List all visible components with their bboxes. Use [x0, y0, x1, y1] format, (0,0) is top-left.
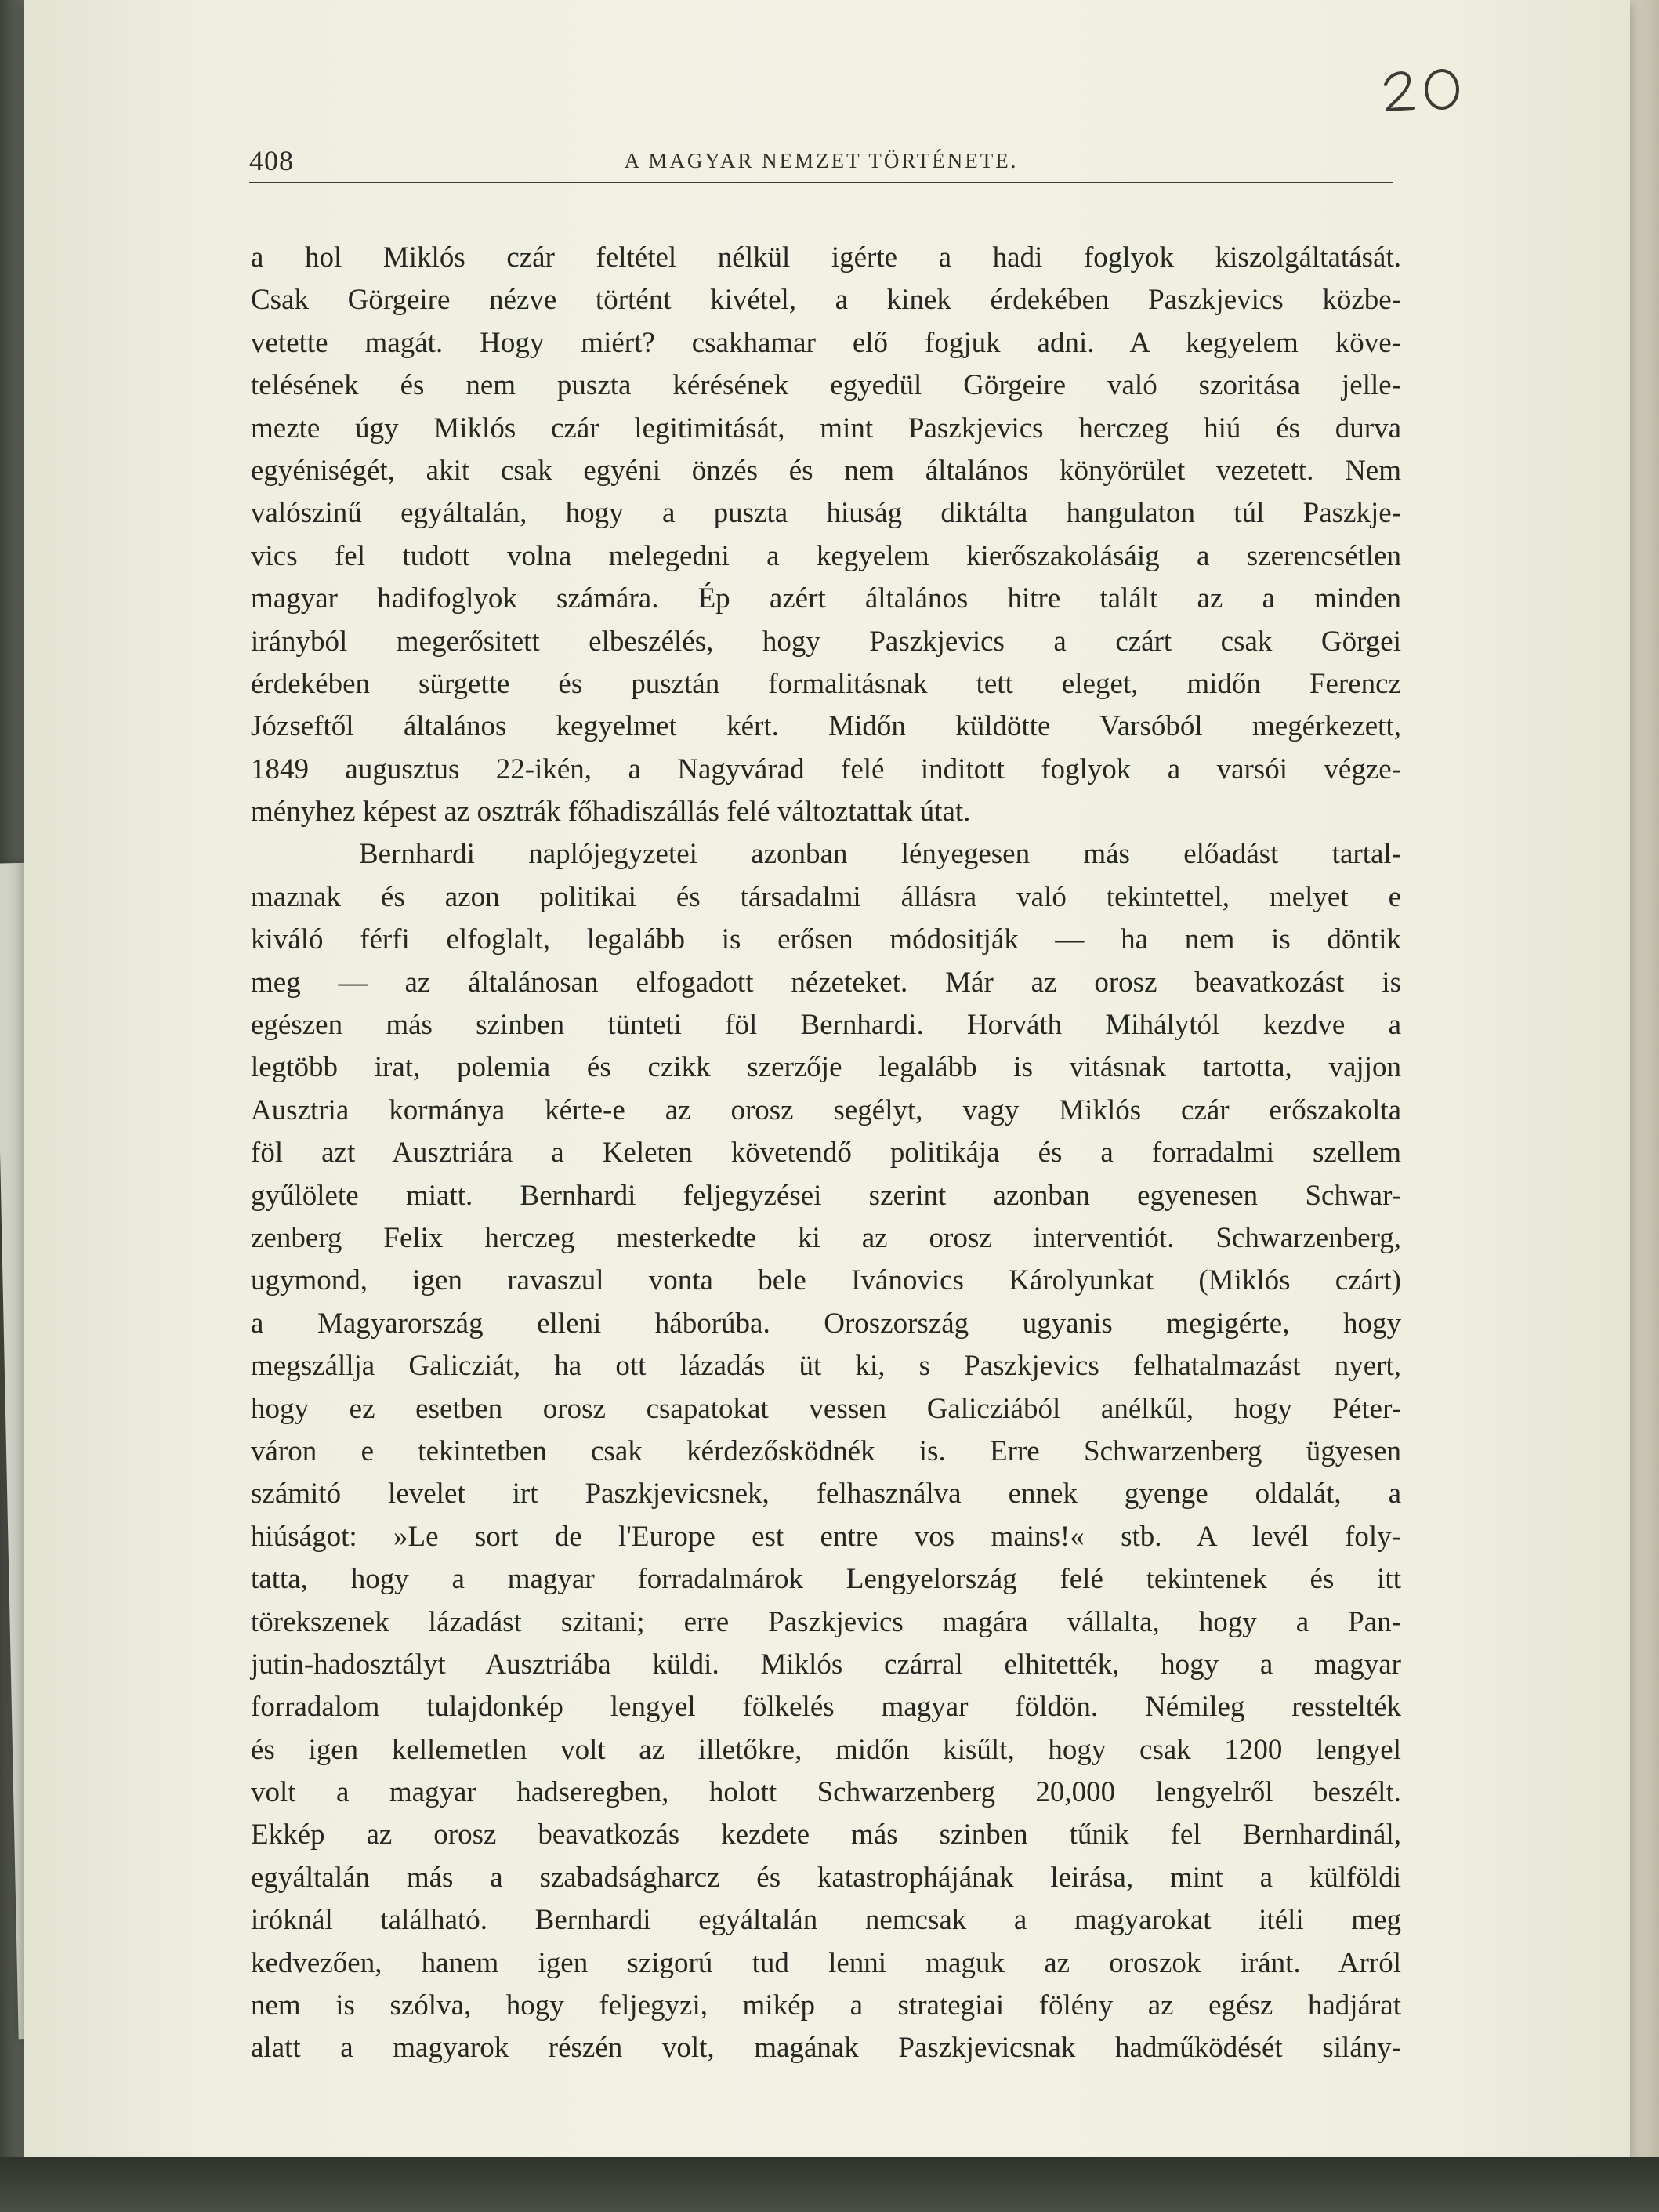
- text-line: vics fel tudott volna melegedni a kegyelem kierőszakolásáig a szerencsétlen: [251, 539, 1401, 572]
- text-line: és igen kellemetlen volt az illetőkre, midőn kisűlt, hogy csak 1200 lengyel: [251, 1733, 1401, 1766]
- scanner-edge-right: [1628, 0, 1659, 2212]
- text-line: föl azt Ausztriára a Keleten követendő politikája és a forradalmi szellem: [251, 1137, 1401, 1169]
- text-line: egészen más szinben tünteti föl Bernhardi. Horváth Mihálytól kezdve a: [251, 1009, 1401, 1042]
- text-line: számitó levelet irt Paszkjevicsnek, felhasználva ennek gyenge oldalát, a: [251, 1478, 1401, 1510]
- text-line: a hol Miklós czár feltétel nélkül igérte a hadi foglyok kiszolgáltatását.: [251, 241, 1401, 274]
- text-line: meg — az általánosan elfogadott nézeteket. Már az orosz beavatkozást is: [251, 966, 1401, 999]
- text-line: törekszenek lázadást szitani; erre Paszkjevics magára vállalta, hogy a Pan-: [251, 1605, 1401, 1638]
- text-line: érdekében sürgette és pusztán formalitásnak tett eleget, midőn Ferencz: [251, 667, 1401, 700]
- text-line: valószinű egyáltalán, hogy a puszta hiuság diktálta hangulaton túl Paszkje-: [251, 497, 1401, 530]
- text-line: alatt a magyarok részén volt, magának Paszkjevicsnak hadműködését silány-: [251, 2032, 1401, 2065]
- text-line: Csak Görgeire nézve történt kivétel, a kinek érdekében Paszkjevics közbe-: [251, 284, 1401, 317]
- text-line: 1849 augusztus 22-ikén, a Nagyvárad felé inditott foglyok a varsói végze-: [251, 752, 1401, 785]
- text-line: hogy ez esetben orosz csapatokat vessen Galicziából anélkűl, hogy Péter-: [251, 1392, 1401, 1425]
- text-line: egyáltalán más a szabadságharcz és katastrophájának leirása, mint a külföldi: [251, 1861, 1401, 1894]
- text-line: irányból megerősitett elbeszélés, hogy Paszkjevics a czárt csak Görgei: [251, 625, 1401, 658]
- text-line: telésének és nem puszta kérésének egyedül Görgeire való szoritása jelle-: [251, 369, 1401, 402]
- text-line: hiúságot: »Le sort de l'Europe est entre vos mains!« stb. A levél foly-: [251, 1520, 1401, 1553]
- text-line: a Magyarország elleni háborúba. Oroszország ugyanis megigérte, hogy: [251, 1307, 1401, 1340]
- text-line: tatta, hogy a magyar forradalmárok Lengyelország felé tekintenek és itt: [251, 1563, 1401, 1596]
- text-line: nem is szólva, hogy feljegyzi, mikép a strategiai fölény az egész hadjárat: [251, 1989, 1401, 2022]
- text-line: Józseftől általános kegyelmet kért. Midőn küldötte Varsóból megérkezett,: [251, 710, 1401, 743]
- text-line: iróknál található. Bernhardi egyáltalán nemcsak a magyarokat itéli meg: [251, 1904, 1401, 1937]
- running-title: A MAGYAR NEMZET TÖRTÉNETE.: [624, 149, 1019, 172]
- text-line: megszállja Galicziát, ha ott lázadás üt ki, s Paszkjevics felhatalmazást nyert,: [251, 1350, 1401, 1383]
- text-line: volt a magyar hadseregben, holott Schwarzenberg 20,000 lengyelről beszélt.: [251, 1776, 1401, 1809]
- text-line: kedvezően, hanem igen szigorú tud lenni maguk az oroszok iránt. Arról: [251, 1946, 1401, 1979]
- text-line: Bernhardi naplójegyzetei azonban lényegesen más előadást tartal-: [359, 838, 1401, 871]
- text-line: ugymond, igen ravaszul vonta bele Ivánovics Károlyunkat (Miklós czárt): [251, 1264, 1401, 1297]
- text-line: Ausztria kormánya kérte-e az orosz segélyt, vagy Miklós czár erőszakolta: [251, 1093, 1401, 1126]
- text-line: maznak és azon politikai és társadalmi állásra való tekintettel, melyet e: [251, 880, 1401, 913]
- text-line: mezte úgy Miklós czár legitimitását, mint Paszkjevics herczeg hiú és durva: [251, 412, 1401, 444]
- running-header: [249, 140, 1393, 183]
- text-line: forradalom tulajdonkép lengyel fölkelés magyar földön. Némileg resstelték: [251, 1691, 1401, 1724]
- text-line: gyűlölete miatt. Bernhardi feljegyzései szerint azonban egyenesen Schwar-: [251, 1179, 1401, 1212]
- text-line: zenberg Felix herczeg mesterkedte ki az orosz interventiót. Schwarzenberg,: [251, 1221, 1401, 1254]
- text-line: egyéniségét, akit csak egyéni önzés és nem általános könyörület vezetett. Nem: [251, 454, 1401, 487]
- text-line: magyar hadifoglyok számára. Ép azért általános hitre talált az a minden: [251, 582, 1401, 615]
- text-line: legtöbb irat, polemia és czikk szerzője legalább is vitásnak tartotta, vajjon: [251, 1051, 1401, 1084]
- scanner-edge-bottom: [0, 2157, 1659, 2212]
- body-text: [251, 237, 1401, 2070]
- text-line: jutin-hadosztályt Ausztriába küldi. Miklós czárral elhitették, hogy a magyar: [251, 1648, 1401, 1681]
- text-line: Ekkép az orosz beavatkozás kezdete más szinben tűnik fel Bernhardinál,: [251, 1819, 1401, 1851]
- handwritten-page-mark: [1379, 63, 1473, 118]
- text-line: váron e tekintetben csak kérdezősködnék is. Erre Schwarzenberg ügyesen: [251, 1434, 1401, 1467]
- text-line: kiváló férfi elfoglalt, legalább is erősen módositják — ha nem is döntik: [251, 923, 1401, 956]
- text-line: vetette magát. Hogy miért? csakhamar elő fogjuk adni. A kegyelem köve-: [251, 326, 1401, 359]
- page-number: 408: [249, 145, 294, 176]
- text-line: ményhez képest az osztrák főhadiszállás felé változtattak útat.: [251, 796, 971, 829]
